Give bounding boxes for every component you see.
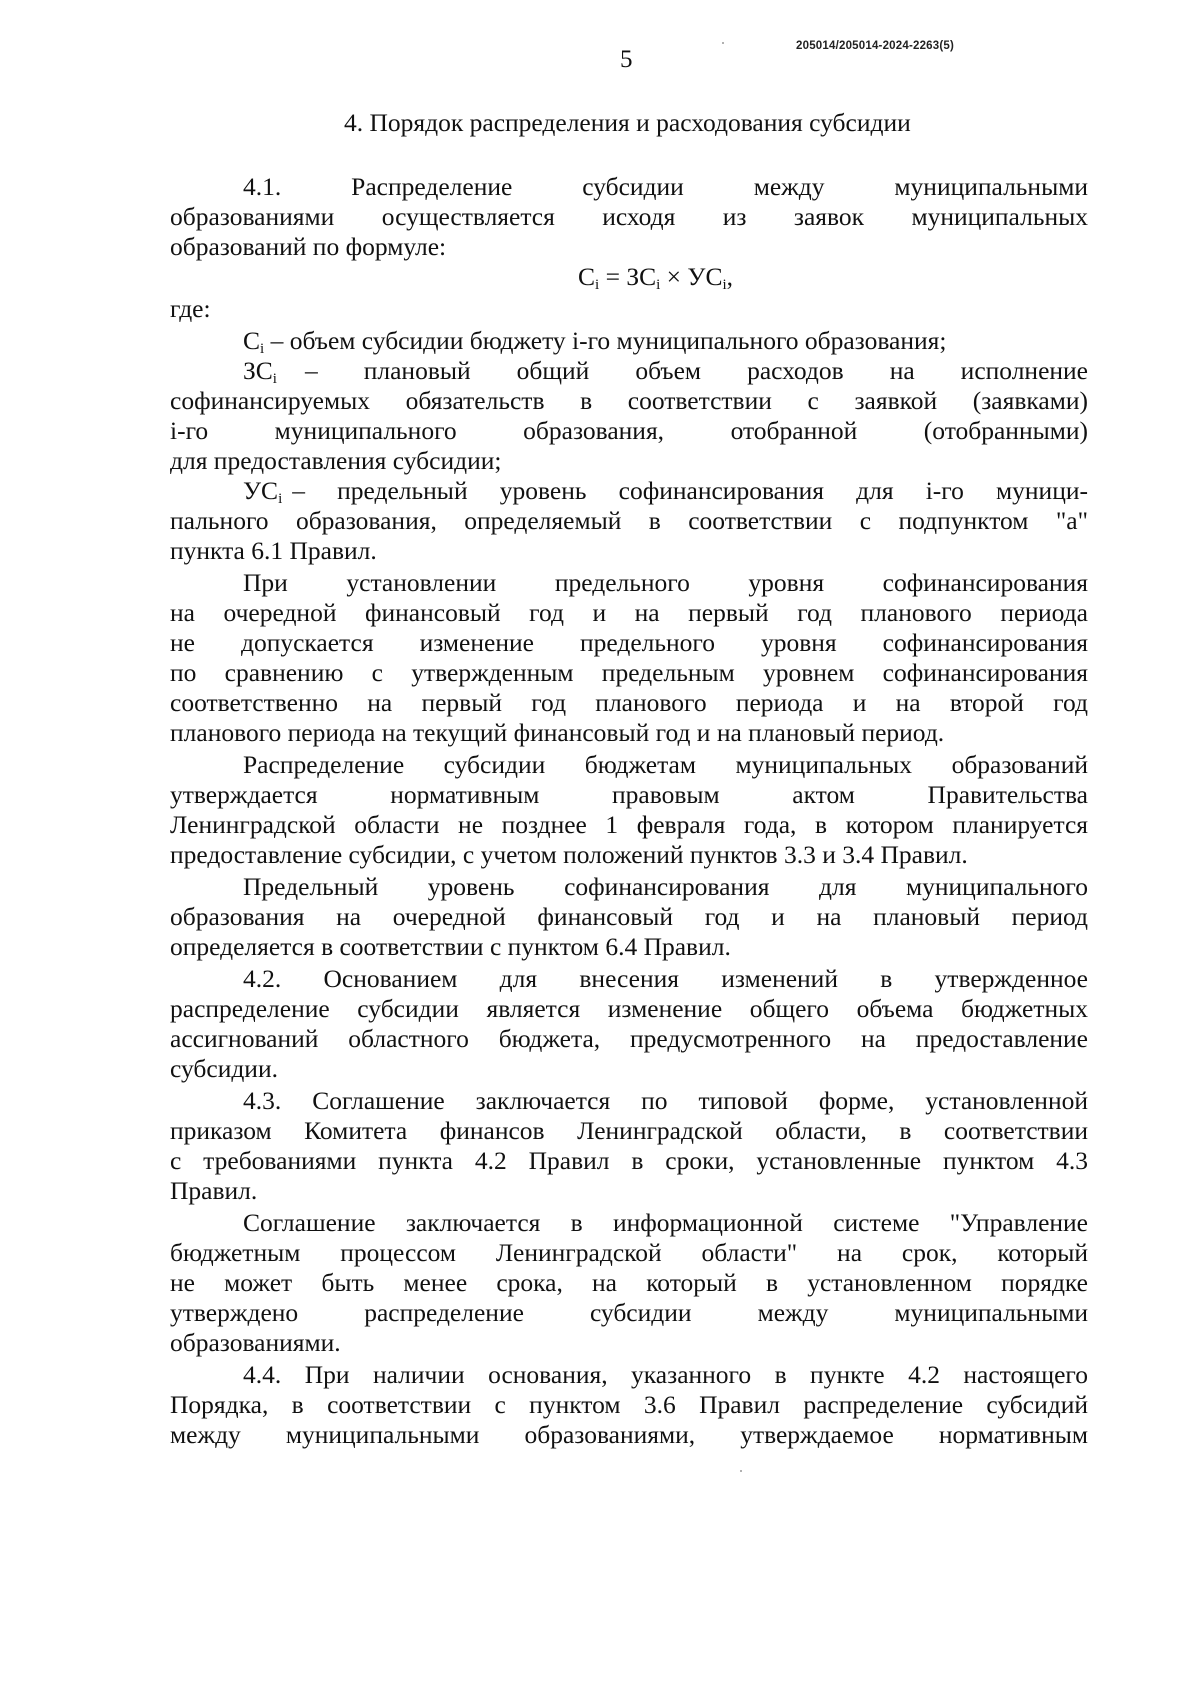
text-line: где:: [170, 294, 211, 323]
text-line: соответственно на первый год планового периода и на второй год: [170, 688, 1088, 717]
text-line: предоставление субсидии, с учетом положений пунктов 3.3 и 3.4 Правил.: [170, 840, 968, 869]
text-line: утверждается нормативным правовым актом Правительства: [170, 780, 1088, 809]
text-line: пункта 6.1 Правил.: [170, 536, 377, 565]
text-line: образованиями осуществляется исходя из заявок муниципальных: [170, 202, 1088, 231]
text-line: на очередной финансовый год и на первый год планового периода: [170, 598, 1088, 627]
definition-usi: $УС_i$ – предельный уровень софинансирования для i-го муници-: [243, 476, 1088, 506]
text-line: утверждено распределение субсидии между муниципальными: [170, 1298, 1088, 1327]
text-line: 4.4. При наличии основания, указанного в пункте 4.2 настоящего: [243, 1360, 1088, 1389]
text-line: образованиями.: [170, 1328, 341, 1357]
text-line: Соглашение заключается в информационной системе "Управление: [243, 1208, 1088, 1237]
text-line: не допускается изменение предельного уровня софинансирования: [170, 628, 1088, 657]
text-line: не может быть менее срока, на который в установленном порядке: [170, 1268, 1088, 1297]
text-line: образования на очередной финансовый год и на плановый период: [170, 902, 1088, 931]
definition-ci: $C_i$ – объем субсидии бюджету i-го муниципального образования;: [243, 326, 947, 356]
text-line: i-го муниципального образования, отобранной (отобранными): [170, 416, 1088, 445]
text-line: 4.3. Соглашение заключается по типовой форме, установленной: [243, 1086, 1088, 1115]
text-line: пального образования, определяемый в соответствии с подпунктом "а": [170, 506, 1088, 535]
document-registration-number: 205014/205014-2024-2263(5): [796, 40, 955, 52]
text-line: 4.2. Основанием для внесения изменений в утвержденное: [243, 964, 1088, 993]
text-line: ассигнований областного бюджета, предусмотренного на предоставление: [170, 1024, 1088, 1053]
text-line: по сравнению с утвержденным предельным уровнем софинансирования: [170, 658, 1088, 687]
text-line: Предельный уровень софинансирования для муниципального: [243, 872, 1088, 901]
text-line: бюджетным процессом Ленинградской области" на срок, который: [170, 1238, 1088, 1267]
text-line: 4.1. Распределение субсидии между муниципальными: [243, 172, 1088, 201]
text-line: для предоставления субсидии;: [170, 446, 502, 475]
text-line: При установлении предельного уровня софинансирования: [243, 568, 1088, 597]
section-title: 4. Порядок распределения и расходования субсидии: [344, 108, 911, 137]
text-line: распределение субсидии является изменение общего объема бюджетных: [170, 994, 1088, 1023]
text-line: Ленинградской области не позднее 1 февраля года, в котором планируется: [170, 810, 1088, 839]
text-line: образований по формуле:: [170, 232, 447, 261]
text-line: Правил.: [170, 1176, 258, 1205]
text-line: софинансируемых обязательств в соответствии с заявкой (заявками): [170, 386, 1088, 415]
scan-speck: [740, 1470, 742, 1472]
text-line: Распределение субсидии бюджетам муниципальных образований: [243, 750, 1088, 779]
text-line: Порядка, в соответствии с пунктом 3.6 Правил распределение субсидий: [170, 1390, 1088, 1419]
text-line: с требованиями пункта 4.2 Правил в сроки, установленные пунктом 4.3: [170, 1146, 1088, 1175]
definition-zsi: $ЗC_i$ – плановый общий объем расходов на исполнение: [243, 356, 1088, 386]
text-line: между муниципальными образованиями, утверждаемое нормативным: [170, 1420, 1088, 1449]
text-line: определяется в соответствии с пунктом 6.4 Правил.: [170, 932, 731, 961]
text-line: приказом Комитета финансов Ленинградской области, в соответствии: [170, 1116, 1088, 1145]
text-line: субсидии.: [170, 1054, 278, 1083]
subsidy-formula: $C_i = ЗC_i \times УС_i$,: [578, 262, 734, 293]
text-line: планового периода на текущий финансовый год и на плановый период.: [170, 718, 945, 747]
scan-speck: [722, 42, 724, 44]
page-number: 5: [620, 46, 633, 73]
